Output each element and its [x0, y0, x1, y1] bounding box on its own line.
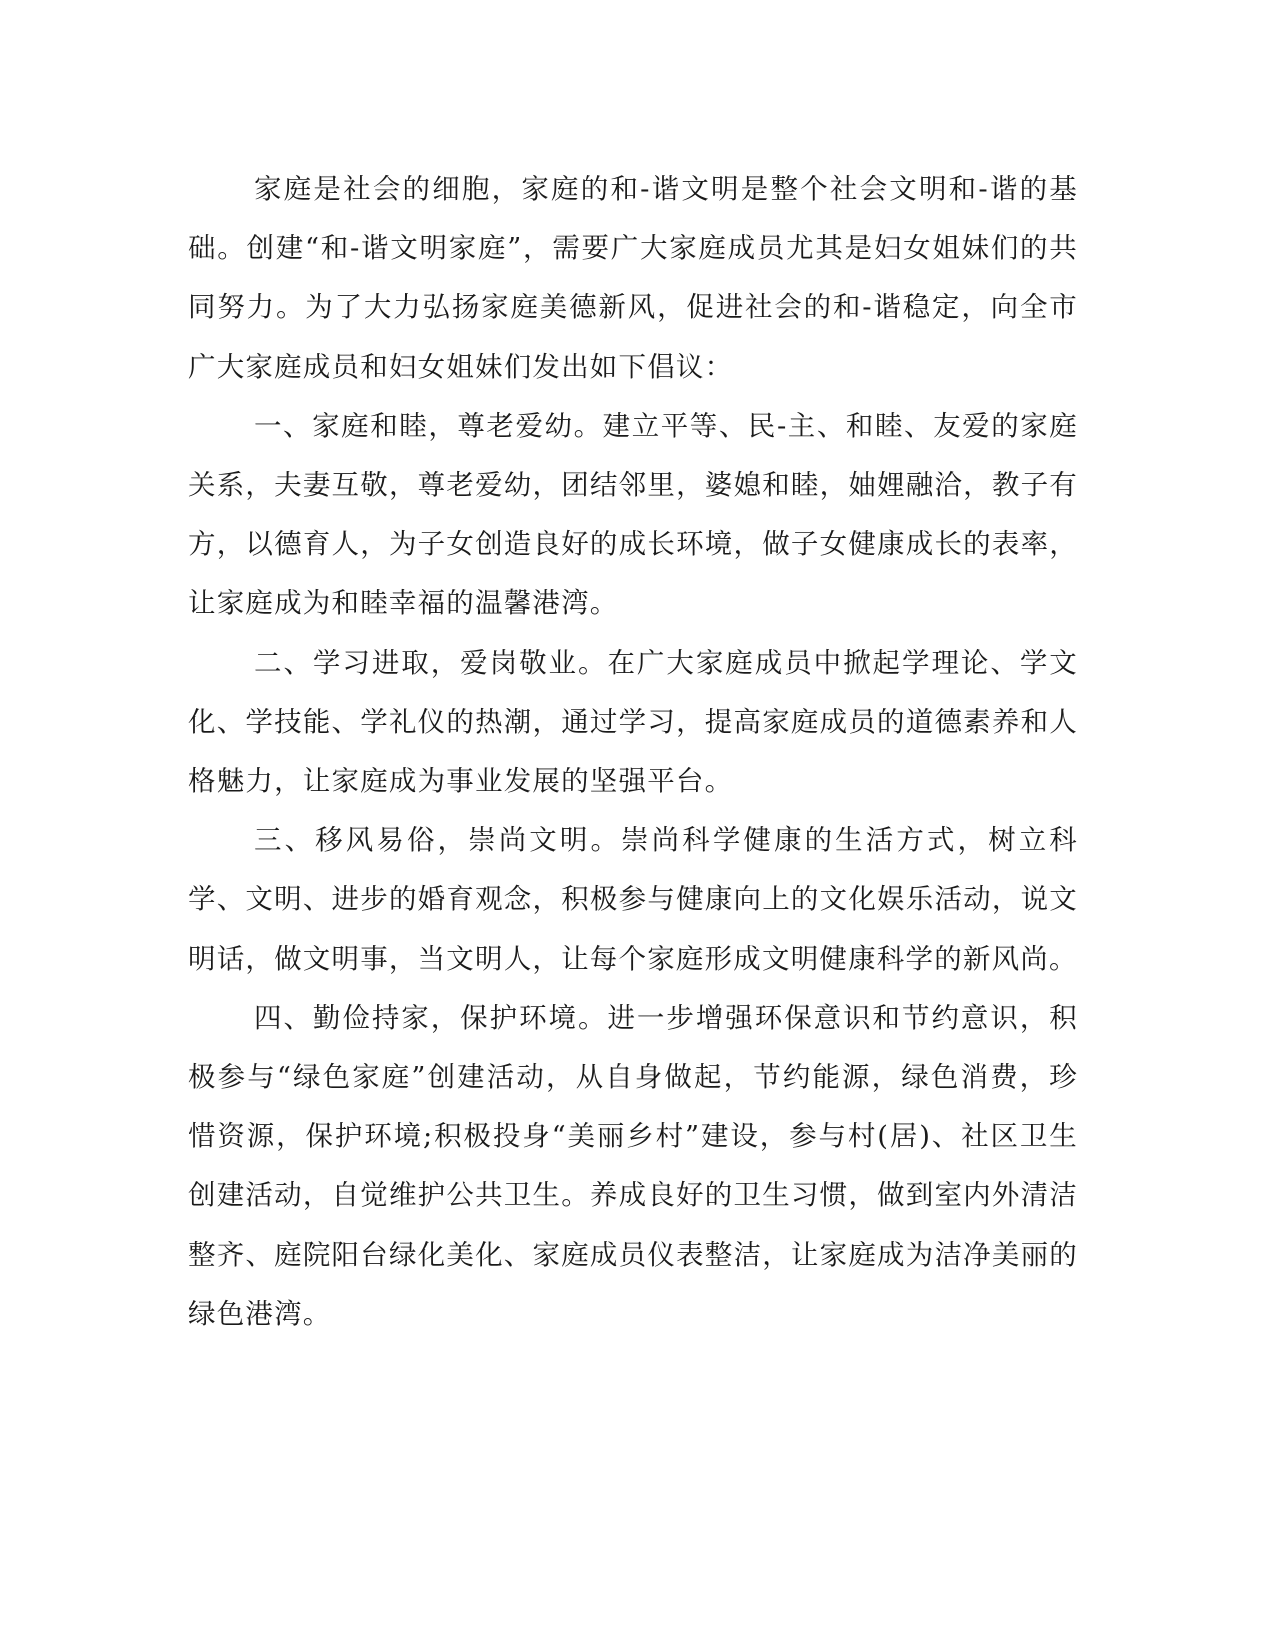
paragraph-item-1: 一、家庭和睦，尊老爱幼。建立平等、民-主、和睦、友爱的家庭关系，夫妻互敬，尊老爱幼，团结邻里，婆媳和睦，妯娌融洽，教子有方，以德育人，为子女创造良好的成长环境，做子女健康成长的表率，让家庭成为和睦幸福的温馨港湾。	[188, 409, 1078, 620]
paragraph-intro: 家庭是社会的细胞，家庭的和-谐文明是整个社会文明和-谐的基础。创建“和-谐文明家庭”，需要广大家庭成员尤其是妇女姐妹们的共同努力。为了大力弘扬家庭美德新风，促进社会的和-谐稳定，向全市广大家庭成员和妇女姐妹们发出如下倡议：	[188, 173, 1078, 383]
paragraph-item-3: 三、移风易俗，崇尚文明。崇尚科学健康的生活方式，树立科学、文明、进步的婚育观念，积极参与健康向上的文化娱乐活动，说文明话，做文明事，当文明人，让每个家庭形成文明健康科学的新风尚。	[188, 824, 1078, 975]
paragraph-item-4: 四、勤俭持家，保护环境。进一步增强环保意识和节约意识，积极参与“绿色家庭”创建活动，从自身做起，节约能源，绿色消费，珍惜资源，保护环境;积极投身“美丽乡村”建设，参与村(居)、社区卫生创建活动，自觉维护公共卫生。养成良好的卫生习惯，做到室内外清洁整齐、庭院阳台绿化美化、家庭成员仪表整洁，让家庭成为洁净美丽的绿色港湾。	[188, 1001, 1078, 1330]
paragraph-item-2: 二、学习进取，爱岗敬业。在广大家庭成员中掀起学理论、学文化、学技能、学礼仪的热潮，通过学习，提高家庭成员的道德素养和人格魅力，让家庭成为事业发展的坚强平台。	[188, 646, 1078, 798]
document-body	[188, 160, 1078, 1344]
